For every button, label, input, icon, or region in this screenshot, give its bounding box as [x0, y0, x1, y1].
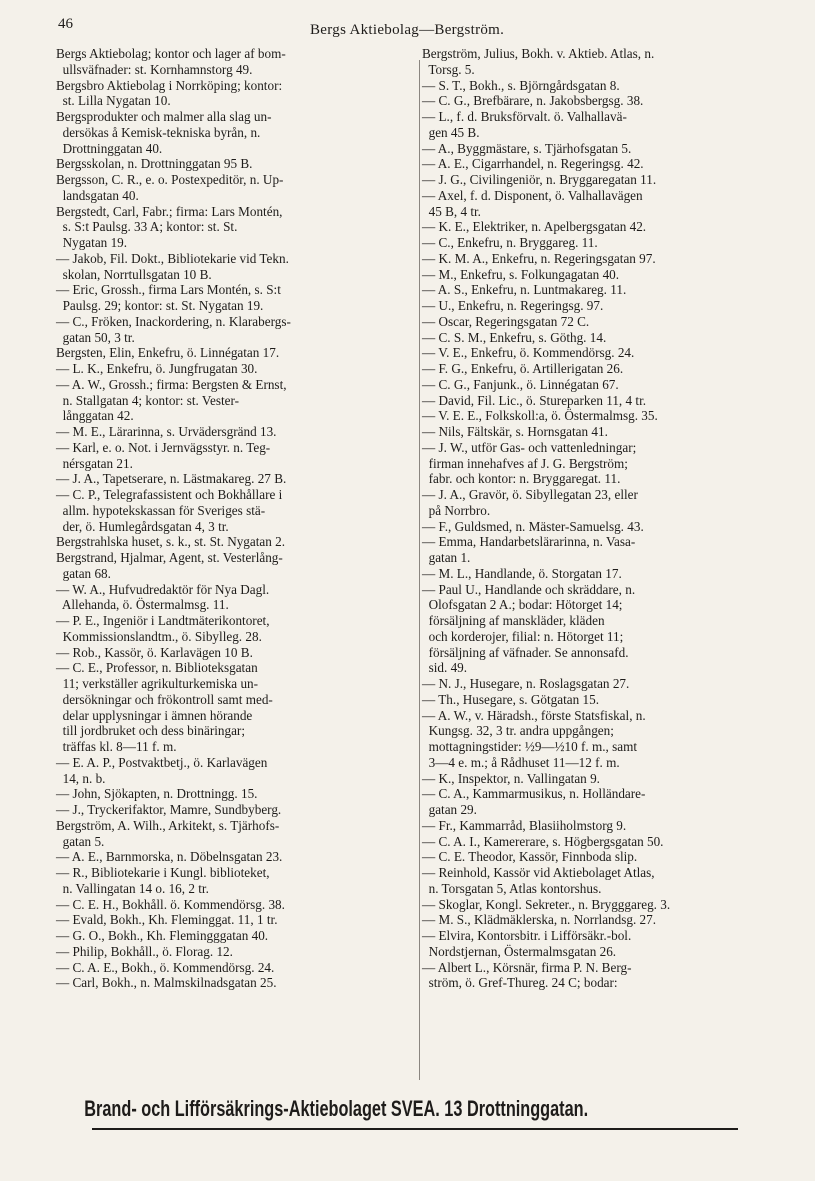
directory-line: — N. J., Husegare, n. Roslagsgatan 27. [422, 676, 630, 691]
directory-line: — J. W., utför Gas- och vattenledningar; [422, 439, 637, 455]
directory-line: ullsväfnader: st. Kornhamnstorg 49. [56, 61, 253, 77]
directory-line: gatan 50, 3 tr. [56, 329, 135, 345]
directory-line: n. Stallgatan 4; kontor: st. Vester- [56, 392, 239, 408]
directory-line: — Albert L., Körsnär, firma P. N. Berg- [422, 959, 632, 975]
directory-line: — S. T., Bokh., s. Björngårdsgatan 8. [422, 77, 620, 93]
directory-line: — J. G., Civilingeniör, n. Bryggaregatan 11. [422, 172, 657, 187]
directory-line: — Rob., Kassör, ö. Karlavägen 10 B. [56, 644, 253, 660]
column-divider [419, 60, 420, 1080]
directory-line: sid. 49. [422, 660, 468, 676]
directory-line: Paulsg. 29; kontor: st. St. Nygatan 19. [56, 298, 264, 313]
directory-line: s. S:t Paulsg. 33 A; kontor: st. St. [56, 219, 238, 235]
directory-line: — C. E. H., Bokhåll. ö. Kommendörsg. 38. [56, 896, 285, 912]
directory-line: Allehanda, ö. Östermalmsg. 11. [56, 597, 229, 613]
directory-line: — Philip, Bokhåll., ö. Florag. 12. [56, 943, 233, 959]
directory-line: dersökningar och frökontroll samt med- [56, 691, 273, 707]
directory-line: — Jakob, Fil. Dokt., Bibliotekarie vid Tekn. [56, 250, 289, 266]
footer-rule [92, 1128, 738, 1130]
directory-line: — J., Tryckerifaktor, Mamre, Sundbyberg. [56, 802, 282, 817]
directory-line: skolan, Norrtullsgatan 10 B. [56, 266, 212, 282]
directory-line: — U., Enkefru, n. Regeringsg. 97. [422, 298, 604, 313]
directory-line: — A., Byggmästare, s. Tjärhofsgatan 5. [422, 140, 632, 156]
directory-line: Drottninggatan 40. [56, 140, 163, 156]
directory-line: Bergstrand, Hjalmar, Agent, st. Vesterlång- [56, 550, 283, 565]
directory-line: — C. G., Fanjunk., ö. Linnégatan 67. [422, 376, 619, 392]
directory-line: — Evald, Bokh., Kh. Fleminggat. 11, 1 tr. [56, 912, 278, 928]
directory-line: dersökas å Kemisk-tekniska byrån, n. [56, 124, 261, 140]
directory-line: — W. A., Hufvudredaktör för Nya Dagl. [56, 581, 270, 597]
directory-line: — J. A., Gravör, ö. Sibyllegatan 23, eller [422, 487, 638, 502]
directory-line: — Oscar, Regeringsgatan 72 C. [422, 313, 590, 329]
directory-line: — C. E., Professor, n. Biblioteksgatan [56, 660, 258, 676]
directory-line: — Axel, f. d. Disponent, ö. Valhallavägen [422, 187, 643, 203]
directory-line: fabr. och kontor: n. Bryggaregat. 11. [422, 471, 621, 487]
directory-line: n. Torsgatan 5, Atlas kontorshus. [422, 880, 602, 896]
directory-line: Bergs Aktiebolag; kontor och lager af bom- [56, 46, 286, 61]
directory-line: och korderojer, filial: n. Hötorget 11; [422, 628, 624, 644]
directory-line: — John, Sjökapten, n. Drottningg. 15. [56, 786, 258, 802]
left-column [56, 46, 418, 991]
directory-line: — G. O., Bokh., Kh. Flemingggatan 40. [56, 928, 269, 943]
directory-line: — Elvira, Kontorsbitr. i Lifförsäkr.-bol. [422, 928, 632, 943]
running-head: Bergs Aktiebolag—Bergström. [310, 22, 505, 38]
directory-line: långgatan 42. [56, 408, 134, 424]
directory-line: gatan 1. [422, 550, 471, 565]
directory-line: st. Lilla Nygatan 10. [56, 93, 171, 109]
directory-line: gatan 5. [56, 833, 105, 849]
directory-line: 11; verkställer agrikulturkemiska un- [56, 676, 259, 691]
directory-line: Bergsprodukter och malmer alla slag un- [56, 109, 272, 124]
directory-line: — M. L., Handlande, ö. Storgatan 17. [422, 565, 622, 581]
directory-line: — C. A., Kammarmusikus, n. Holländare- [422, 786, 646, 802]
directory-line: Nygatan 19. [56, 235, 128, 250]
directory-line: — C. P., Telegrafassistent och Bokhållare i [56, 487, 283, 502]
directory-line: gatan 68. [56, 565, 111, 581]
directory-line: — F. G., Enkefru, ö. Artillerigatan 26. [422, 361, 624, 376]
directory-line: — Nils, Fältskär, s. Hornsgatan 41. [422, 424, 608, 439]
directory-line: 14, n. b. [56, 770, 106, 786]
directory-line: delar upplysningar i ämnen hörande [56, 707, 253, 723]
directory-line: Torsg. 5. [422, 61, 475, 77]
page-number: 46 [58, 16, 73, 32]
directory-line: 45 B, 4 tr. [422, 203, 481, 219]
directory-line: — L. K., Enkefru, ö. Jungfrugatan 30. [56, 361, 258, 376]
directory-line: träffas kl. 8—11 f. m. [56, 739, 177, 754]
directory-line: ström, ö. Gref-Thureg. 24 C; bodar: [422, 975, 618, 991]
directory-line: Kommissionslandtm., ö. Sibylleg. 28. [56, 628, 262, 644]
directory-line: — Fr., Kammarråd, Blasiiholmstorg 9. [422, 817, 627, 833]
directory-line: Kungsg. 32, 3 tr. andra uppgången; [422, 723, 614, 739]
directory-line: — P. E., Ingeniör i Landtmäterikontoret, [56, 613, 270, 628]
directory-line: — A. S., Enkefru, n. Luntmakareg. 11. [422, 282, 627, 298]
directory-line: — V. E., Enkefru, ö. Kommendörsg. 24. [422, 345, 635, 361]
directory-line: — A. W., Grossh.; firma: Bergsten & Ernst, [56, 376, 287, 392]
directory-line: — Karl, e. o. Not. i Jernvägsstyr. n. Teg- [56, 439, 271, 455]
directory-line: — C. S. M., Enkefru, s. Göthg. 14. [422, 329, 607, 345]
directory-line: Bergstrahlska huset, s. k., st. St. Nygatan 2. [56, 534, 286, 550]
directory-line: Olofsgatan 2 A.; bodar: Hötorget 14; [422, 597, 623, 613]
directory-line: — David, Fil. Lic., ö. Stureparken 11, 4 tr. [422, 392, 647, 408]
directory-line: Bergström, Julius, Bokh. v. Aktieb. Atlas, n. [422, 46, 655, 61]
directory-line: Bergsskolan, n. Drottninggatan 95 B. [56, 156, 253, 172]
directory-line: landsgatan 40. [56, 187, 139, 203]
directory-line: — J. A., Tapetserare, n. Lästmakareg. 27 B. [56, 471, 287, 487]
directory-line: mottagningstider: ½9—½10 f. m., samt [422, 739, 638, 754]
directory-line: — K. M. A., Enkefru, n. Regeringsgatan 97. [422, 250, 656, 266]
directory-line: — Paul U., Handlande och skräddare, n. [422, 581, 636, 597]
directory-line: Bergsson, C. R., e. o. Postexpeditör, n. Up- [56, 172, 284, 187]
directory-line: firman innehafves af J. G. Bergström; [422, 455, 628, 471]
directory-line: — E. A. P., Postvaktbetj., ö. Karlavägen [56, 754, 268, 770]
directory-line: — C. A. I., Kamererare, s. Högbergsgatan 50. [422, 833, 664, 849]
directory-line: n. Vallingatan 14 o. 16, 2 tr. [56, 880, 209, 896]
directory-line: — Eric, Grossh., firma Lars Montén, s. S:t [56, 282, 281, 298]
directory-line: der, ö. Humlegårdsgatan 4, 3 tr. [56, 518, 229, 534]
directory-line: — C. A. E., Bokh., ö. Kommendörsg. 24. [56, 959, 275, 975]
directory-line: — Th., Husegare, s. Götgatan 15. [422, 691, 600, 707]
directory-line: — K., Inspektor, n. Vallingatan 9. [422, 770, 600, 786]
directory-line: — Emma, Handarbetslärarinna, n. Vasa- [422, 534, 636, 550]
directory-line: allm. hypotekskassan för Sveriges stä- [56, 502, 266, 518]
directory-line: på Norrbro. [422, 502, 491, 518]
footer-advertisement: Brand- och Lifförsäkrings-Aktiebolaget SVEA. 13 Drottninggatan. [84, 1096, 589, 1121]
directory-line: — C., Fröken, Inackordering, n. Klarabergs- [56, 313, 291, 329]
directory-line: — F., Guldsmed, n. Mäster-Samuelsg. 43. [422, 518, 644, 534]
directory-line: försäljning af väfnader. Se annonsafd. [422, 644, 629, 660]
directory-line: försäljning af manskläder, kläden [422, 613, 605, 628]
directory-line: — L., f. d. Bruksförvalt. ö. Valhallavä- [422, 109, 627, 124]
directory-line: — Carl, Bokh., n. Malmskilnadsgatan 25. [56, 975, 277, 991]
directory-line: Bergstedt, Carl, Fabr.; firma: Lars Montén, [56, 203, 283, 219]
directory-line: — M. E., Lärarinna, s. Urvädersgränd 13. [56, 424, 277, 439]
directory-line: 3—4 e. m.; å Rådhuset 11—12 f. m. [422, 754, 620, 770]
directory-line: — V. E. E., Folkskoll:a, ö. Östermalmsg. 35. [422, 408, 658, 424]
directory-line: Bergsten, Elin, Enkefru, ö. Linnégatan 17. [56, 345, 280, 361]
directory-line: Bergström, A. Wilh., Arkitekt, s. Tjärhofs- [56, 817, 280, 833]
directory-line: — M. S., Klädmäklerska, n. Norrlandsg. 27. [422, 912, 657, 928]
directory-line: till jordbruket och dess binäringar; [56, 723, 245, 739]
directory-line: — Skoglar, Kongl. Sekreter., n. Brygggareg. 3. [422, 896, 671, 912]
directory-line: — C. E. Theodor, Kassör, Finnboda slip. [422, 849, 638, 865]
directory-line: gatan 29. [422, 802, 477, 817]
right-column [422, 46, 777, 991]
directory-line: nérsgatan 21. [56, 455, 133, 471]
directory-line: — Reinhold, Kassör vid Aktiebolaget Atlas, [422, 865, 655, 880]
directory-line: gen 45 B. [422, 124, 480, 140]
directory-line: — A. E., Barnmorska, n. Döbelnsgatan 23. [56, 849, 283, 865]
directory-line: — M., Enkefru, s. Folkungagatan 40. [422, 266, 620, 282]
directory-line: — R., Bibliotekarie i Kungl. biblioteket, [56, 865, 270, 880]
directory-line: — C., Enkefru, n. Bryggareg. 11. [422, 235, 598, 250]
directory-line: Nordstjernan, Östermalmsgatan 26. [422, 943, 617, 959]
directory-line: — A. E., Cigarrhandel, n. Regeringsg. 42. [422, 156, 644, 172]
directory-line: Bergsbro Aktiebolag i Norrköping; kontor: [56, 77, 283, 93]
directory-line: — C. G., Brefbärare, n. Jakobsbergsg. 38. [422, 93, 644, 109]
directory-line: — A. W., v. Häradsh., förste Statsfiskal, n. [422, 707, 646, 723]
directory-line: — K. E., Elektriker, n. Apelbergsgatan 42. [422, 219, 647, 235]
